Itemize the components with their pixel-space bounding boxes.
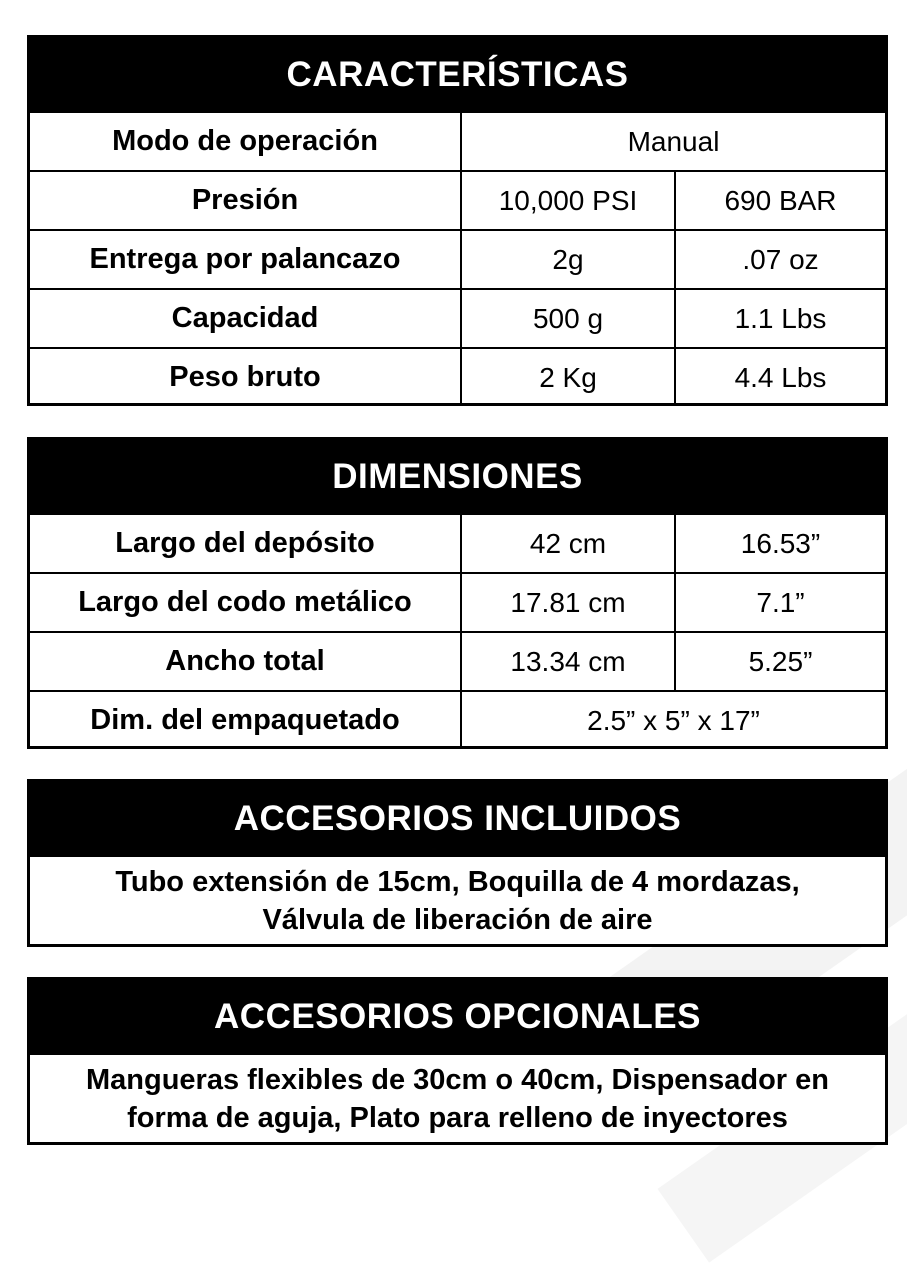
table-row bbox=[30, 513, 885, 572]
dimensiones-table bbox=[27, 437, 888, 749]
accesorios-incluidos bbox=[27, 779, 888, 947]
row-label: Capacidad bbox=[171, 302, 319, 334]
opcionales-line-1: Mangueras flexibles de 30cm o 40cm, Dispensador en bbox=[85, 1064, 829, 1096]
row-label: Peso bruto bbox=[169, 361, 321, 393]
row-value-metric: 42 cm bbox=[460, 515, 674, 572]
table-row bbox=[30, 572, 885, 631]
dimensiones-title: DIMENSIONES bbox=[30, 440, 885, 513]
row-value: Manual bbox=[460, 113, 885, 170]
accesorios-opcionales bbox=[27, 977, 888, 1145]
row-label: Largo del codo metálico bbox=[78, 586, 412, 618]
row-value-imperial: 7.1” bbox=[674, 574, 885, 631]
row-value-metric: 10,000 PSI bbox=[460, 172, 674, 229]
incluidos-title: ACCESORIOS INCLUIDOS bbox=[30, 782, 885, 855]
opcionales-line-2: forma de aguja, Plato para relleno de inyectores bbox=[127, 1102, 788, 1134]
table-row bbox=[30, 347, 885, 406]
row-label: Ancho total bbox=[165, 645, 325, 677]
opcionales-title: ACCESORIOS OPCIONALES bbox=[30, 980, 885, 1053]
row-value-metric: 2 Kg bbox=[460, 349, 674, 406]
caracteristicas-table bbox=[27, 35, 888, 406]
caracteristicas-title: CARACTERÍSTICAS bbox=[30, 38, 885, 111]
table-row bbox=[30, 631, 885, 690]
row-label: Largo del depósito bbox=[115, 527, 375, 559]
table-row bbox=[30, 288, 885, 347]
row-value: 2.5” x 5” x 17” bbox=[460, 692, 885, 749]
incluidos-text bbox=[30, 855, 885, 943]
row-value-metric: 2g bbox=[460, 231, 674, 288]
row-value-imperial: 1.1 Lbs bbox=[674, 290, 885, 347]
table-row bbox=[30, 170, 885, 229]
incluidos-line-1: Tubo extensión de 15cm, Boquilla de 4 mordazas, bbox=[115, 866, 800, 898]
row-value-imperial: 16.53” bbox=[674, 515, 885, 572]
row-label: Presión bbox=[191, 184, 299, 216]
incluidos-line-2: Válvula de liberación de aire bbox=[262, 904, 653, 936]
row-value-metric: 500 g bbox=[460, 290, 674, 347]
row-label: Entrega por palancazo bbox=[89, 243, 401, 275]
row-value-imperial: 690 BAR bbox=[674, 172, 885, 229]
opcionales-text bbox=[30, 1053, 885, 1141]
row-value-imperial: .07 oz bbox=[674, 231, 885, 288]
row-label: Modo de operación bbox=[112, 125, 378, 157]
table-row bbox=[30, 111, 885, 170]
row-value-imperial: 5.25” bbox=[674, 633, 885, 690]
row-value-imperial: 4.4 Lbs bbox=[674, 349, 885, 406]
row-value-metric: 13.34 cm bbox=[460, 633, 674, 690]
row-label: Dim. del empaquetado bbox=[90, 704, 400, 736]
table-row bbox=[30, 690, 885, 749]
table-row bbox=[30, 229, 885, 288]
row-value-metric: 17.81 cm bbox=[460, 574, 674, 631]
